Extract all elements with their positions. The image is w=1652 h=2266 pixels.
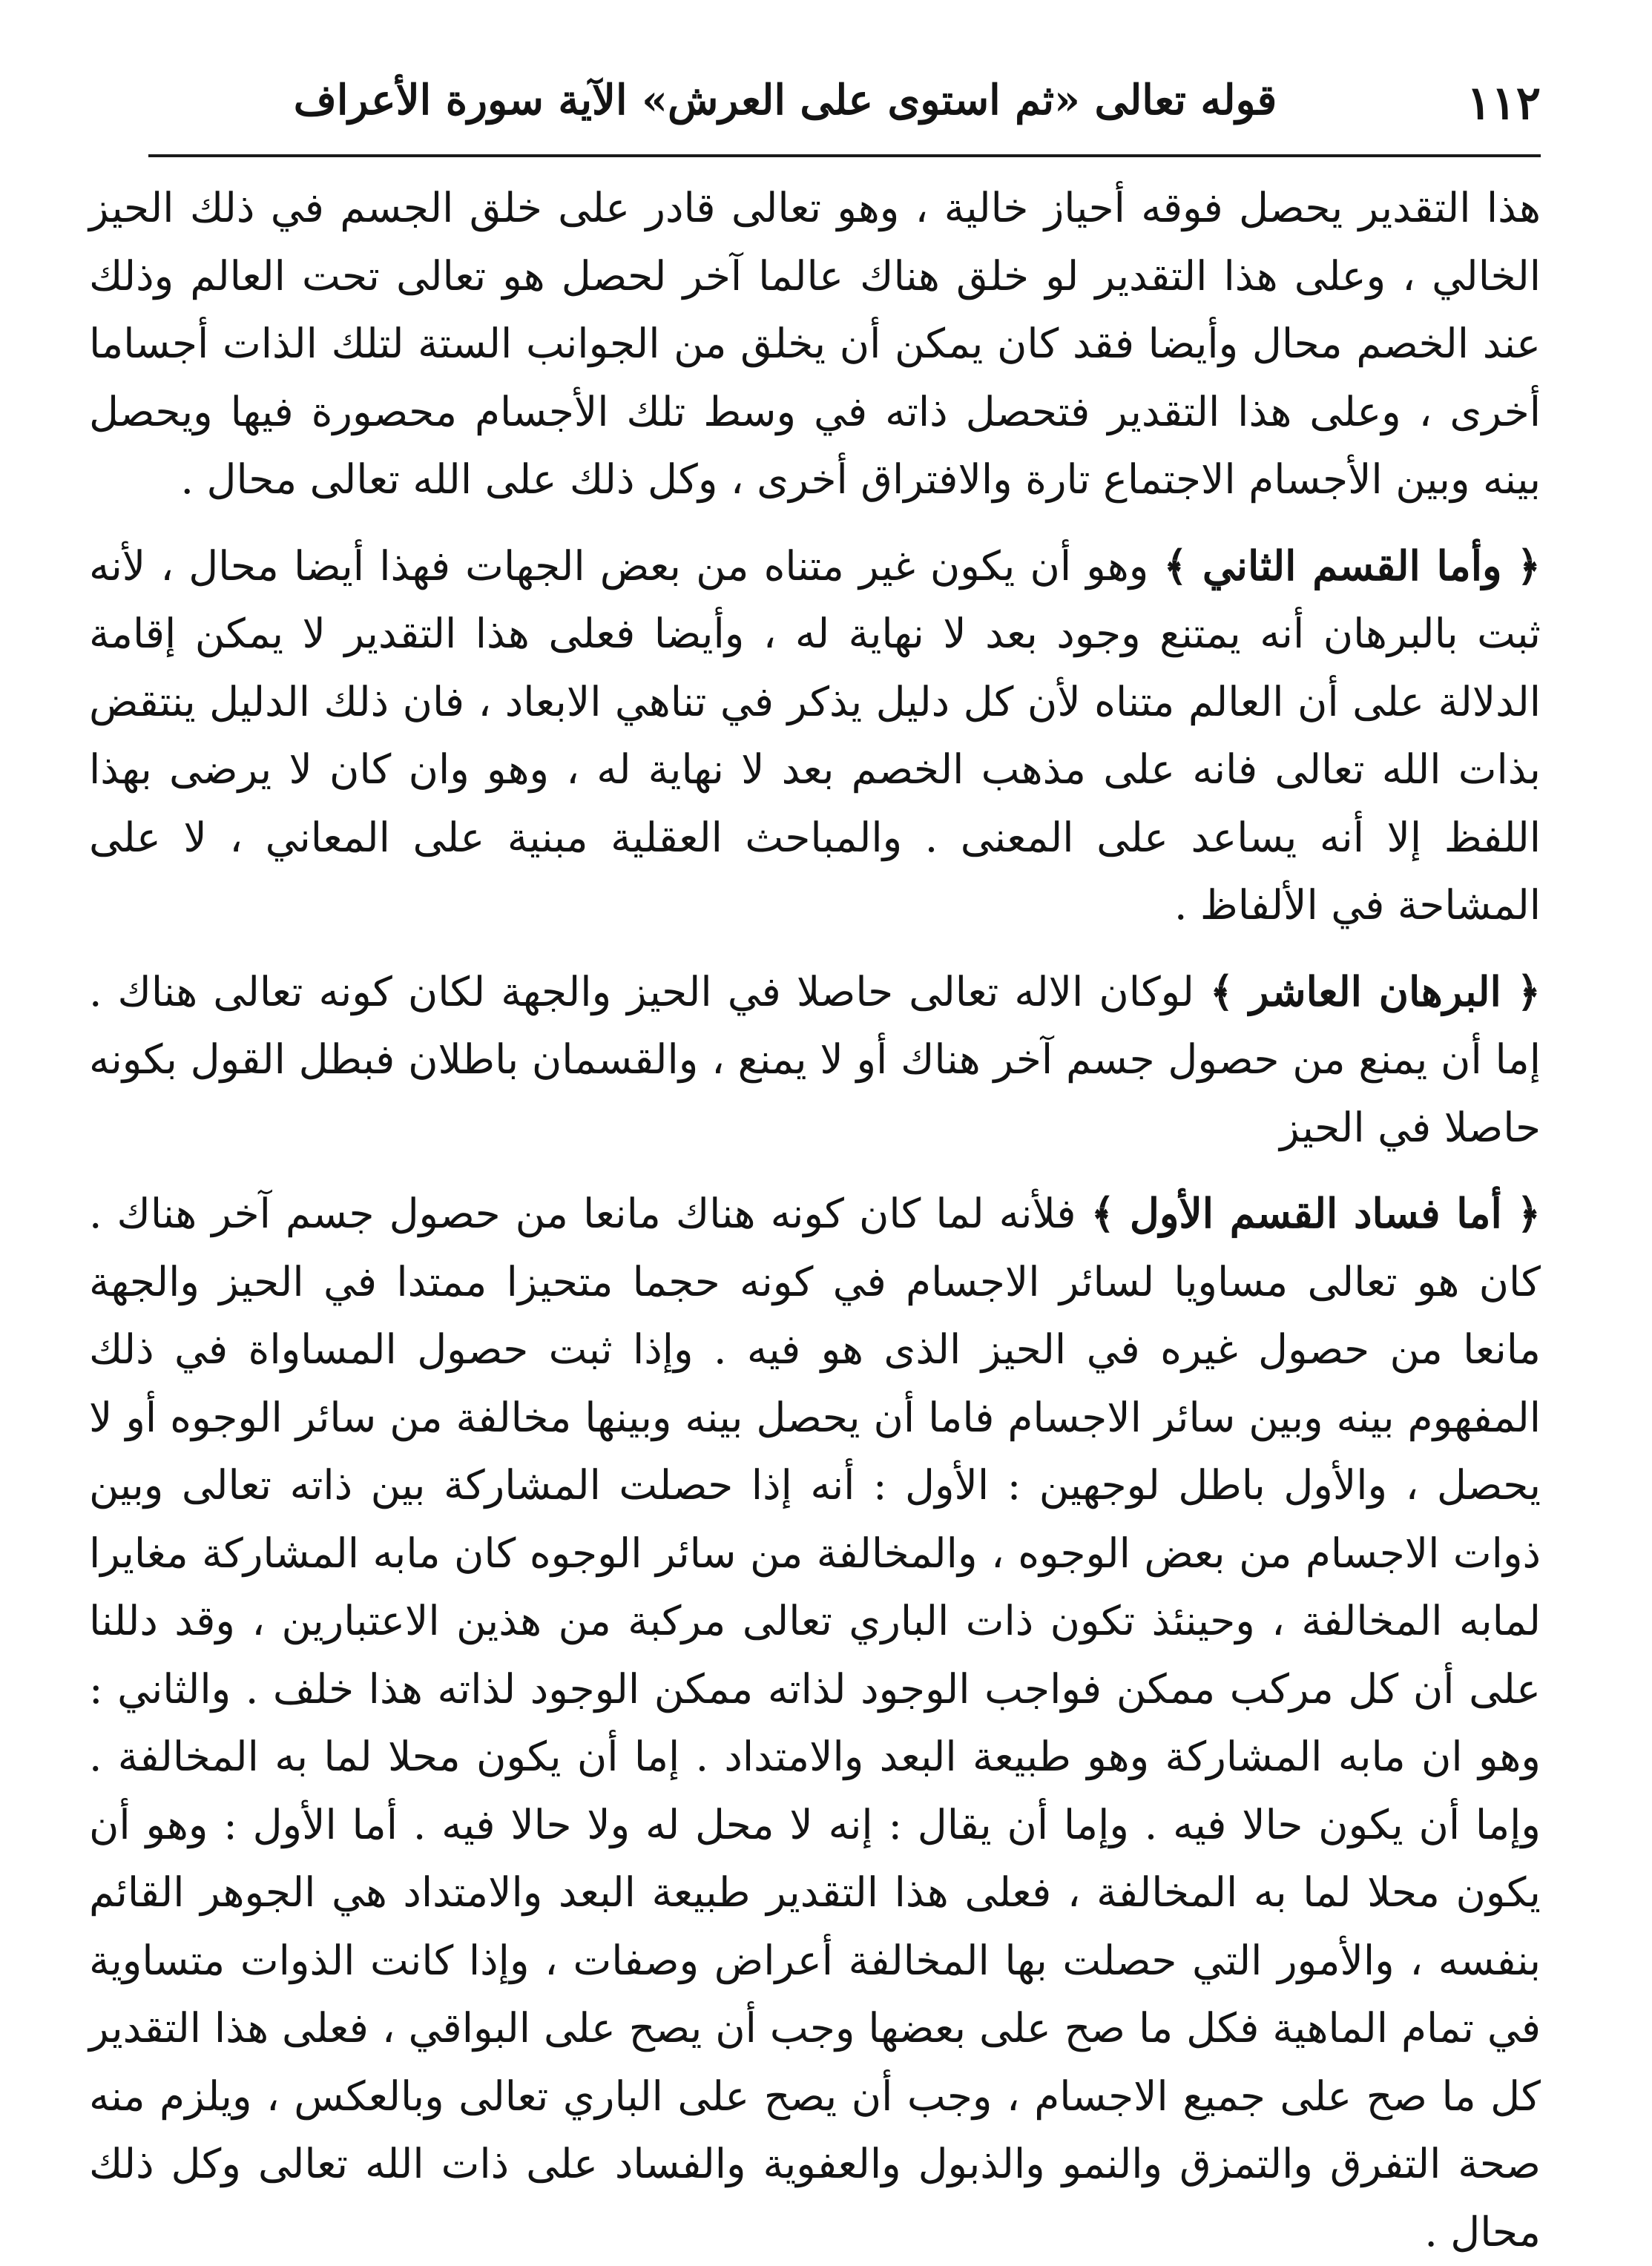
text-body bbox=[89, 174, 1541, 2266]
paragraph-1-text: هذا التقدير يحصل فوقه أحياز خالية ، وهو تعالى قادر على خلق الجسم في ذلك الحيز الخالي ، وعلى هذا التقدير لو خلق هناك عالما آخر لحصل هو تعالى تحت العالم وذلك عند الخصم محال وأيضا فقد كان يمكن أن يخلق من الجوانب الستة لتلك الذات أجساما أخرى ، وعلى هذا التقدير فتحصل ذاته في وسط تلك الأجسام محصورة فيها ويحصل بينه وبين الأجسام الاجتماع تارة والافتراق أخرى ، وكل ذلك على الله تعالى محال . bbox=[89, 184, 1541, 503]
paragraph-3-text: لوكان الاله تعالى حاصلا في الحيز والجهة لكان كونه تعالى هناك . إما أن يمنع من حصول جسم آخر هناك أو لا يمنع ، والقسمان باطلان فبطل القول بكونه حاصلا في الحيز bbox=[89, 967, 1541, 1151]
close-bracket-ornament: ﴾ bbox=[1090, 1189, 1115, 1237]
page-number: ١١٢ bbox=[1467, 76, 1541, 130]
section-heading: وأما القسم الثاني bbox=[1202, 541, 1502, 590]
header-rule bbox=[148, 154, 1541, 157]
paragraph-2 bbox=[89, 532, 1541, 940]
open-bracket-ornament: ﴿ bbox=[1516, 966, 1541, 1015]
paragraph-2-text: وهو أن يكون غير متناه من بعض الجهات فهذا أيضا محال ، لأنه ثبت بالبرهان أنه يمتنع وجود بعد لا نهاية له ، وأيضا فعلى هذا التقدير لا يمكن إقامة الدلالة على أن العالم متناه لأن كل دليل يذكر في تناهي الابعاد ، فان ذلك الدليل ينتقض بذات الله تعالى فانه على مذهب الخصم بعد لا نهاية له ، وهو وان كان لا يرضى بهذا اللفظ إلا أنه يساعد على المعنى . والمباحث العقلية مبنية على المعاني ، لا على المشاحة في الألفاظ . bbox=[89, 541, 1541, 929]
paragraph-3 bbox=[89, 958, 1541, 1162]
open-bracket-ornament: ﴿ bbox=[1516, 1189, 1541, 1237]
page-header bbox=[171, 74, 1541, 145]
paragraph-1 bbox=[89, 174, 1541, 514]
close-bracket-ornament: ﴾ bbox=[1163, 541, 1188, 590]
paragraph-4-text: فلأنه لما كان كونه هناك مانعا من حصول جسم آخر هناك . كان هو تعالى مساويا لسائر الاجسام في كونه حجما متحيزا ممتدا في الحيز والجهة مانعا من حصول غيره في الحيز الذى هو فيه . وإذا ثبت حصول المساواة في ذلك المفهوم بينه وبين سائر الاجسام فاما أن يحصل بينه وبينها مخالفة من سائر الوجوه أو لا يحصل ، والأول باطل لوجهين : الأول : أنه إذا حصلت المشاركة بين ذاته تعالى وبين ذوات الاجسام من بعض الوجوه ، والمخالفة من سائر الوجوه كان مابه المشاركة مغايرا لمابه المخالفة ، وحينئذ تكون ذات الباري تعالى مركبة من هذين الاعتبارين ، وقد دللنا على أن كل مركب ممكن فواجب الوجود لذاته ممكن الوجود لذاته هذا خلف . والثاني : وهو ان مابه المشاركة وهو طبيعة البعد والامتداد . إما أن يكون محلا لما به المخالفة . وإما أن يكون حالا فيه . وإما أن يقال : إنه لا محل له ولا حالا فيه . أما الأول : وهو أن يكون محلا لما به المخالفة ، فعلى هذا التقدير طبيعة البعد والامتداد هي الجوهر القائم بنفسه ، والأمور التي حصلت بها المخالفة أعراض وصفات ، وإذا كانت الذوات متساوية في تمام الماهية فكل ما صح على بعضها وجب أن يصح على البواقي ، فعلى هذا التقدير كل ما صح على جميع الاجسام ، وجب أن يصح على الباري تعالى وبالعكس ، ويلزم منه صحة التفرق والتمزق والنمو والذبول والعفوية والفساد على ذات الله تعالى وكل ذلك محال . bbox=[89, 1190, 1541, 2256]
section-heading: البرهان العاشر bbox=[1249, 966, 1501, 1015]
running-head: قوله تعالى «ثم استوى على العرش» الآية سورة الأعراف bbox=[293, 76, 1277, 125]
section-heading: أما فساد القسم الأول bbox=[1129, 1189, 1502, 1237]
open-bracket-ornament: ﴿ bbox=[1516, 541, 1541, 590]
paragraph-4 bbox=[89, 1179, 1541, 2266]
close-bracket-ornament: ﴾ bbox=[1209, 966, 1234, 1015]
